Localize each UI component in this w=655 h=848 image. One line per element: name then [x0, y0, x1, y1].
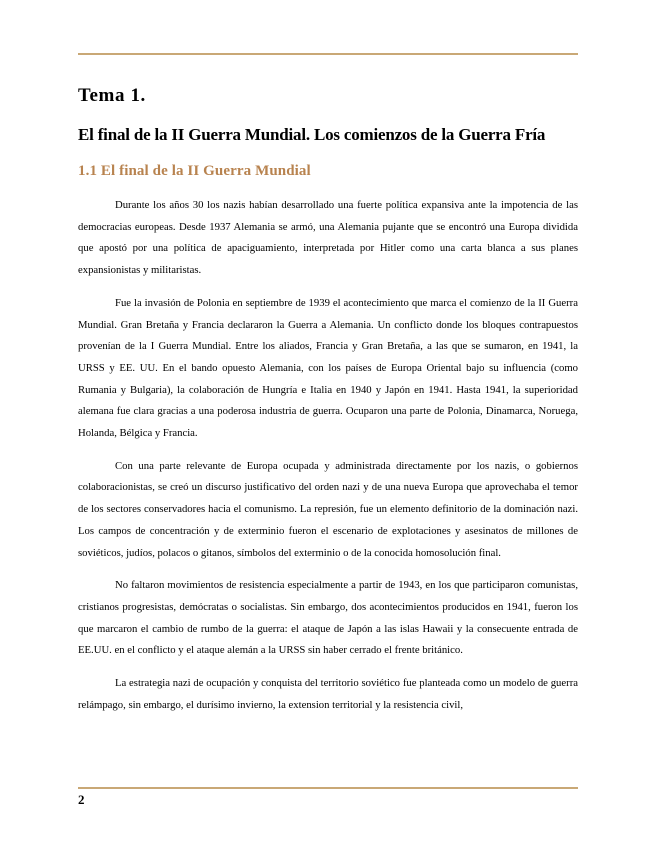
header-rule: [78, 53, 578, 55]
section-heading: 1.1 El final de la II Guerra Mundial: [78, 163, 311, 179]
paragraph: No faltaron movimientos de resistencia especialmente a partir de 1943, en los que participaron comunistas, cristianos progresistas, demócratas o socialistas. Sin embargo, dos acontecimientos producidos en 1941, fueron los que marcaron el cambio de rumbo de la guerra: el ataque de Japón a las islas Hawaii y la consecuente entrada de EE.UU. en el conflicto y el ataque alemán a la URSS sin haber cerrado el frente británico.: [78, 579, 578, 657]
footer-rule: [78, 787, 578, 789]
document-title: Tema 1.: [78, 85, 146, 106]
body-text: [78, 195, 578, 727]
page-number: 2: [78, 792, 85, 807]
paragraph: Durante los años 30 los nazis habían desarrollado una fuerte política expansiva ante la impotencia de las democracias europeas. Desde 1937 Alemania se armó, una Alemania pujante que se encontró una Europa dividida que apostó por una política de apaciguamiento, interpretada por Hitler como una carta blanca a sus planes expansionistas y militaristas.: [78, 199, 578, 277]
paragraph: La estrategia nazi de ocupación y conquista del territorio soviético fue planteada como un modelo de guerra relámpago, sin embargo, el durísimo invierno, la extension territorial y la resistencia civil,: [78, 677, 578, 711]
paragraph: Con una parte relevante de Europa ocupada y administrada directamente por los nazis, o gobiernos colaboracionistas, se creó un discurso justificativo del orden nazi y de una nueva Europa que aprovechaba el temor de los sectores conservadores hacia el comunismo. La represión, fue un elemento definitorio de la dominación nazi. Los campos de concentración y de exterminio fueron el escenario de explotaciones y asesinatos de millones de soviéticos, judíos, polacos o gitanos, símbolos del exterminio o de la conocida homosolución final.: [78, 459, 578, 559]
chapter-title: El final de la II Guerra Mundial. Los comienzos de la Guerra Fría: [78, 125, 546, 144]
paragraph: Fue la invasión de Polonia en septiembre de 1939 el acontecimiento que marca el comienzo de la II Guerra Mundial. Gran Bretaña y Francia declararon la Guerra a Alemania. Un conflicto donde los bloques contrapuestos provenían de la I Guerra Mundial. Entre los aliados, Francia y Gran Bretaña, a las que se sumaron, en 1941, la URSS y EE. UU. En el bando opuesto Alemania, con los países de Europa Oriental bajo su influencia (como Rumania y Bulgaria), la colaboración de Hungría e Italia en 1940 y Japón en 1941. Hasta 1941, la superioridad alemana fue clara gracias a una poderosa industria de guerra. Ocuparon una parte de Polonia, Dinamarca, Noruega, Holanda, Bélgica y Francia.: [78, 296, 578, 440]
